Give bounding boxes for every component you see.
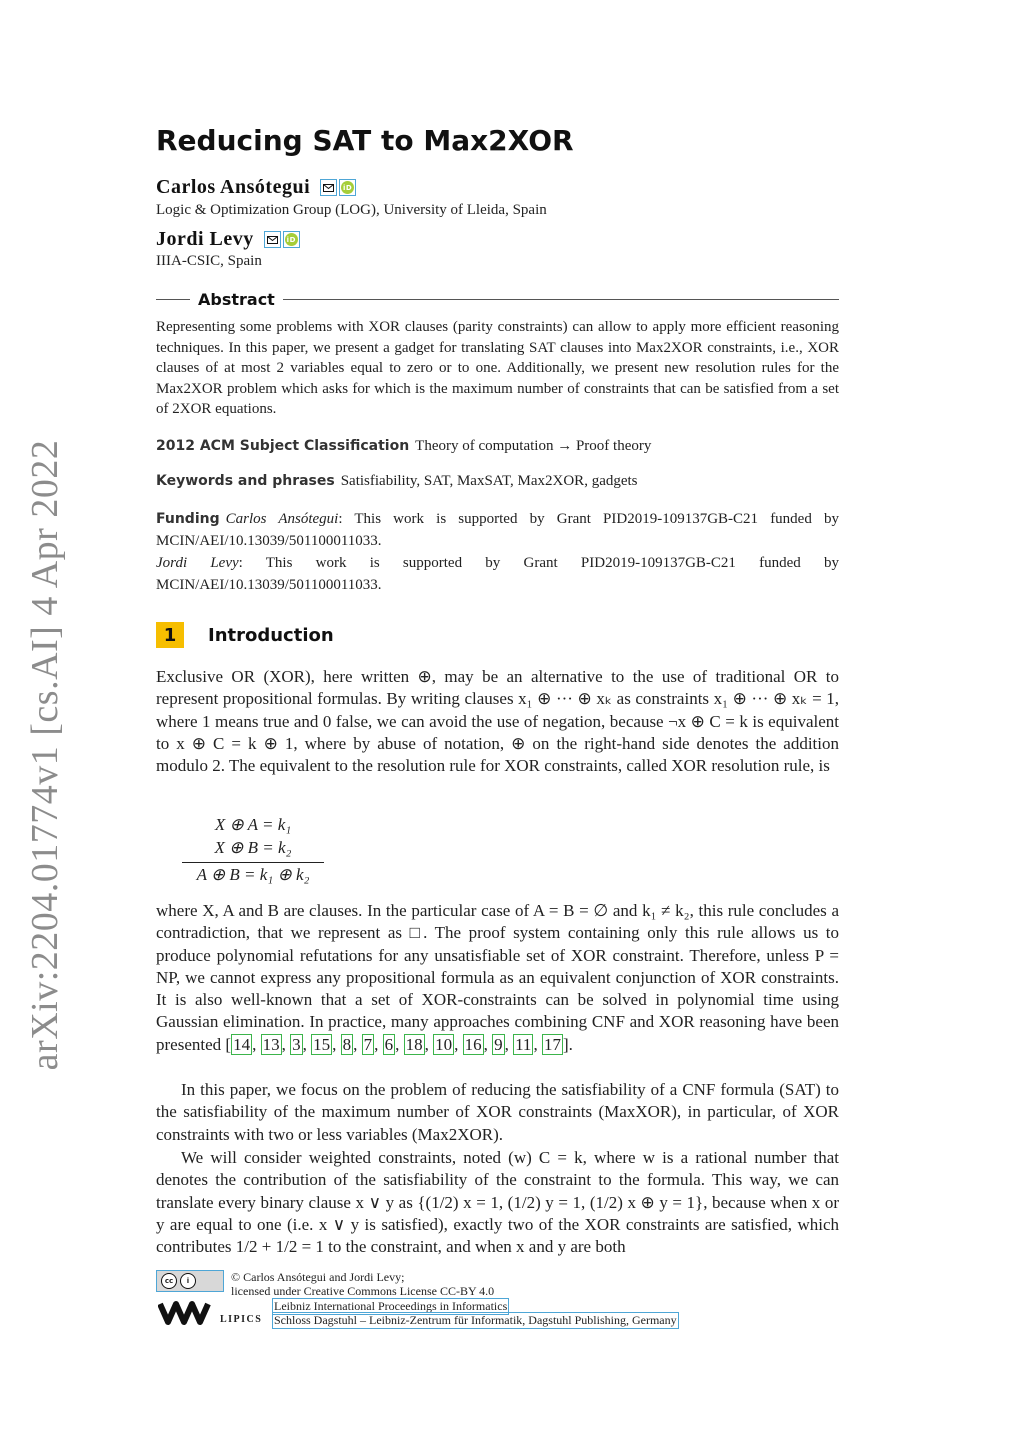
lipics-label: LIPICS xyxy=(220,1314,263,1325)
body-paragraph-3: In this paper, we focus on the problem of reducing the satisfiability of a CNF formula (SAT) to the satisfiability of the maximum number of XOR constraints (MaxXOR), in particular, of XOR constraints with two or less variables (Max2XOR). xyxy=(156,1080,839,1144)
citation-link[interactable]: 18 xyxy=(405,1034,423,1054)
footer-series-link[interactable]: Leibniz International Proceedings in Informatics xyxy=(274,1299,508,1313)
keywords-text: Satisfiability, SAT, MaxSAT, Max2XOR, gadgets xyxy=(340,473,638,489)
funding-name-2: Jordi Levy xyxy=(156,555,239,571)
body-paragraph-4: We will consider weighted constraints, noted (w) C = k, where w is a rational number that denotes the contribution of the satisfiability of the constraint to the formula. This way, we can translate every binary clause x ∨ y as {(1/2) x = 1, (1/2) y = 1, (1/2) x ⊕ y = 1}, because when x or y are equal to one (i.e. x ∨ y is satisfied), exactly two of the XOR constraints are satisfied, which contributes 1/2 + 1/2 = 1 to the constraint, and when x and y are both xyxy=(156,1148,839,1257)
acm-text: Theory of computation → Proof theory xyxy=(415,438,652,454)
body-paragraph-2: where X, A and B are clauses. In the particular case of A = B = ∅ and k₁ ≠ k₂, this rule concludes a contradiction, that we represent as □. The proof system containing only this rule allows us to produce polynomial refutations for any unsatisfiable set of XOR constraint. Therefore, unless P = NP, we cannot express any propositional formula as an equivalent conjunction of XOR constraints. It is also well-known that a set of XOR-constraints can be solved in polynomial time using Gaussian elimination. In practice, many approaches combining CNF and XOR reasoning have been presented [ 14 , 13 , 3 , 15 , 8 , 7 , 6 , 18 , 10 , 16 , 9 , 11 , 17 ]. xyxy=(156,901,839,1054)
citation-link[interactable]: 16 xyxy=(464,1034,482,1054)
author-1 xyxy=(156,176,356,199)
citation-link[interactable]: 8 xyxy=(342,1034,352,1054)
author-2-affiliation: IIIA-CSIC, Spain xyxy=(156,253,262,269)
orcid-icon[interactable]: iD xyxy=(339,179,356,196)
by-person-icon: i xyxy=(180,1273,196,1289)
email-icon[interactable] xyxy=(264,231,281,248)
author-2 xyxy=(156,228,300,251)
rule-conclusion: A ⊕ B = k₁ ⊕ k₂ xyxy=(196,865,310,884)
citation-link[interactable]: 9 xyxy=(494,1034,503,1054)
xor-resolution-rule xyxy=(182,815,324,888)
citation-link[interactable]: 13 xyxy=(262,1034,280,1054)
funding-text-1: : This work is supported by Grant PID2019-109137GB-C21 funded by MCIN/AEI/10.13039/501100011033. xyxy=(156,511,839,549)
citation-link[interactable]: 11 xyxy=(515,1034,532,1054)
acm-label: 2012 ACM Subject Classification xyxy=(156,438,410,454)
author-1-affiliation: Logic & Optimization Group (LOG), University of Lleida, Spain xyxy=(156,202,547,218)
footer-license: licensed under Creative Commons License CC-BY 4.0 xyxy=(231,1284,495,1298)
keywords xyxy=(156,471,839,492)
abstract-label: Abstract xyxy=(198,290,275,309)
funding-text-2: : This work is supported by Grant PID2019-109137GB-C21 funded by MCIN/AEI/10.13039/501100011033. xyxy=(156,555,840,593)
citation-link[interactable]: 3 xyxy=(292,1034,301,1054)
keywords-label: Keywords and phrases xyxy=(156,473,335,489)
funding xyxy=(156,508,839,596)
footer-publisher-link[interactable]: Schloss Dagstuhl – Leibniz-Zentrum für Informatik, Dagstuhl Publishing, Germany xyxy=(274,1313,677,1327)
citation-link[interactable]: 14 xyxy=(233,1034,251,1054)
paper-title: Reducing SAT to Max2XOR xyxy=(156,124,574,157)
funding-label: Funding xyxy=(156,511,220,527)
arxiv-id: arXiv:2204.01774v1 [cs.AI] 4 Apr 2022 xyxy=(24,439,66,1071)
author-name: Jordi Levy xyxy=(156,228,254,250)
cc-icon: cc xyxy=(161,1273,177,1289)
rule-premise-1: X ⊕ A = k₁ xyxy=(214,815,292,834)
citation-link[interactable]: 6 xyxy=(384,1034,394,1054)
orcid-icon[interactable]: iD xyxy=(283,231,300,248)
abstract-heading xyxy=(156,290,839,309)
footer-copyright: © Carlos Ansótegui and Jordi Levy; xyxy=(231,1270,405,1284)
acm-classification xyxy=(156,436,839,457)
body-paragraph-2-text: where X, A and B are clauses. In the particular case of A = B = ∅ and k₁ ≠ k₂, this rule concludes a contradiction, that we represent as □. The proof system containing only this rule allows us to produce polynomial refutations for any unsatisfiable set of XOR constraint. Therefore, unless P = NP, we cannot express any propositional formula as an equivalent conjunction of XOR constraints. It is also well-known that a set of XOR-constraints can be solved in polynomial time using Gaussian elimination. In practice, many approaches combining CNF and XOR reasoning have been presented xyxy=(156,901,839,1054)
citation-link[interactable]: 17 xyxy=(543,1034,561,1054)
abstract-text: Representing some problems with XOR clauses (parity constraints) can allow to apply more efficient reasoning techniques. In this paper, we present a gadget for translating SAT clauses into Max2XOR constraints, i.e., XOR clauses of at most 2 variables equal to zero or to one. Additionally, we present new resolution rules for the Max2XOR problem which asks for which is the maximum number of constraints that can be satisfied from a set of 2XOR equations. xyxy=(156,319,839,418)
rule-premise-2: X ⊕ B = k₂ xyxy=(214,838,292,857)
section-number: 1 xyxy=(156,622,184,648)
citation-link[interactable]: 7 xyxy=(363,1034,373,1054)
author-name: Carlos Ansótegui xyxy=(156,176,311,198)
citation-link[interactable]: 15 xyxy=(313,1034,331,1054)
funding-name-1: Carlos Ansótegui xyxy=(225,511,339,527)
email-icon[interactable] xyxy=(320,179,337,196)
arxiv-sidebar-stamp xyxy=(10,439,80,1071)
section-title: Introduction xyxy=(208,624,334,646)
citation-link[interactable]: 10 xyxy=(435,1034,453,1054)
body-paragraph-1: Exclusive OR (XOR), here written ⊕, may be an alternative to the use of traditional OR to represent propositional formulas. By writing clauses x₁ ⊕ ··· ⊕ xₖ as constraints x₁ ⊕ ··· ⊕ xₖ = 1, where 1 means true and 0 false, we can avoid the use of negation, because ¬x ⊕ C = k is equivalent to x ⊕ C = k ⊕ 1, where by abuse of notation, ⊕ on the right-hand side denotes the addition modulo 2. The equivalent to the resolution rule for XOR constraints, called XOR resolution rule, is xyxy=(156,667,839,776)
cc-by-license-badge[interactable] xyxy=(156,1270,224,1292)
rule-bar xyxy=(182,862,324,863)
section-heading xyxy=(156,622,334,648)
